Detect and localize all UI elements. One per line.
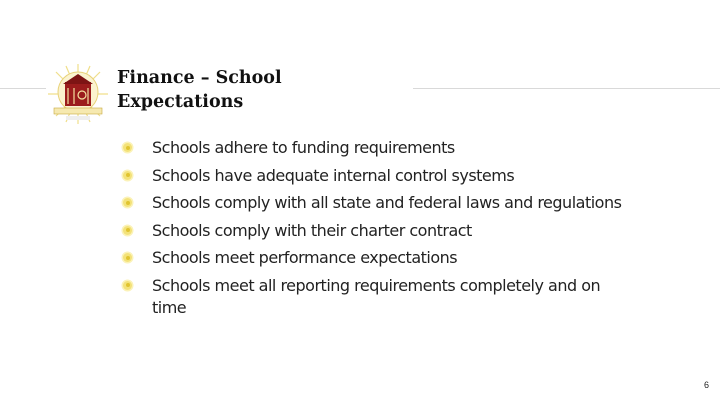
bullet-item: Schools meet all reporting requirements completely and on time: [122, 272, 622, 322]
bullet-list: [122, 134, 652, 321]
bullet-dot-icon: [123, 171, 132, 180]
slide-title: [117, 66, 282, 114]
bullet-item: Schools adhere to funding requirements: [122, 134, 652, 162]
school-seal-logo-icon: [46, 62, 110, 126]
bullet-item: Schools comply with their charter contract: [122, 217, 652, 245]
bullet-dot-icon: [123, 253, 132, 262]
header-rule-right: [413, 88, 720, 89]
bullet-dot-icon: [123, 143, 132, 152]
bullet-dot-icon: [123, 198, 132, 207]
page-number: 6: [703, 380, 709, 390]
header-rule-left: [0, 88, 46, 89]
bullet-dot-icon: [123, 226, 132, 235]
bullet-dot-icon: [123, 281, 132, 290]
slide-title-line2: Expectations: [117, 92, 244, 112]
slide-title-line1: Finance – School: [117, 68, 282, 88]
bullet-item: Schools comply with all state and federal laws and regulations: [122, 189, 652, 217]
bullet-item: Schools have adequate internal control systems: [122, 162, 652, 190]
bullet-item: Schools meet performance expectations: [122, 244, 652, 272]
